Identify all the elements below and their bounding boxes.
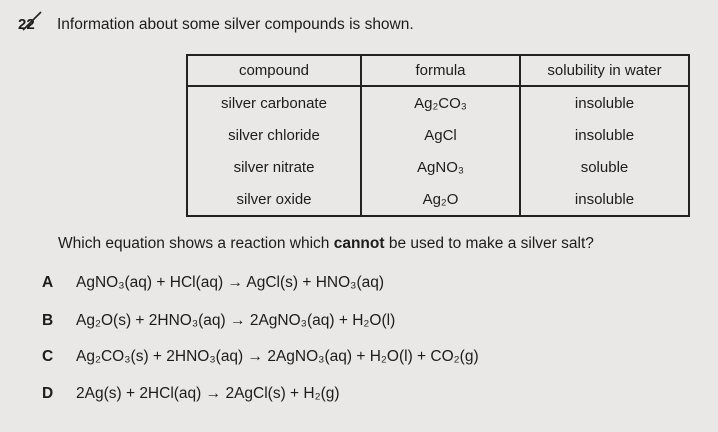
option-letter: D: [42, 385, 54, 402]
cell-formula: Ag₂CO₃: [361, 86, 520, 119]
option-letter: A: [42, 274, 54, 291]
option-b[interactable]: [42, 312, 395, 330]
table-header-row: [187, 55, 689, 86]
option-equation: Ag₂CO₃(s) + 2HNO₃(aq) → 2AgNO₃(aq) + H₂O(l) + CO₂(g): [76, 348, 479, 365]
header-formula: formula: [361, 55, 520, 86]
question-prompt: [58, 235, 594, 253]
option-equation: 2Ag(s) + 2HCl(aq) → 2AgCl(s) + H₂(g): [76, 385, 340, 402]
cell-compound: silver carbonate: [187, 86, 361, 119]
option-c[interactable]: [42, 348, 479, 366]
question-stem: Information about some silver compounds is shown.: [57, 16, 414, 33]
table-row: [187, 119, 689, 151]
cell-solubility: insoluble: [520, 183, 689, 216]
question-number: [18, 16, 35, 33]
cell-compound: silver nitrate: [187, 151, 361, 183]
cell-solubility: soluble: [520, 151, 689, 183]
pen-tick-mark-icon: [21, 10, 43, 32]
option-letter: B: [42, 312, 54, 329]
prompt-emphasis: cannot: [333, 235, 385, 252]
prompt-text-before: Which equation shows a reaction which: [58, 235, 334, 252]
cell-formula: Ag₂O: [361, 183, 520, 216]
header-solubility: solubility in water: [520, 55, 689, 86]
cell-solubility: insoluble: [520, 119, 689, 151]
option-d[interactable]: [42, 385, 340, 403]
table-row: [187, 151, 689, 183]
option-equation: Ag₂O(s) + 2HNO₃(aq) → 2AgNO₃(aq) + H₂O(l): [76, 312, 396, 329]
cell-solubility: insoluble: [520, 86, 689, 119]
header-compound: compound: [187, 55, 361, 86]
cell-formula: AgCl: [361, 119, 520, 151]
table-row: [187, 183, 689, 216]
prompt-text-after: be used to make a silver salt?: [384, 235, 594, 252]
question-number-text: 22: [18, 16, 35, 33]
table-row: [187, 86, 689, 119]
option-letter: C: [42, 348, 54, 365]
cell-formula: AgNO₃: [361, 151, 520, 183]
cell-compound: silver chloride: [187, 119, 361, 151]
option-a[interactable]: [42, 274, 384, 292]
cell-compound: silver oxide: [187, 183, 361, 216]
silver-compounds-table: [186, 54, 690, 217]
option-equation: AgNO₃(aq) + HCl(aq) → AgCl(s) + HNO₃(aq): [76, 274, 385, 291]
